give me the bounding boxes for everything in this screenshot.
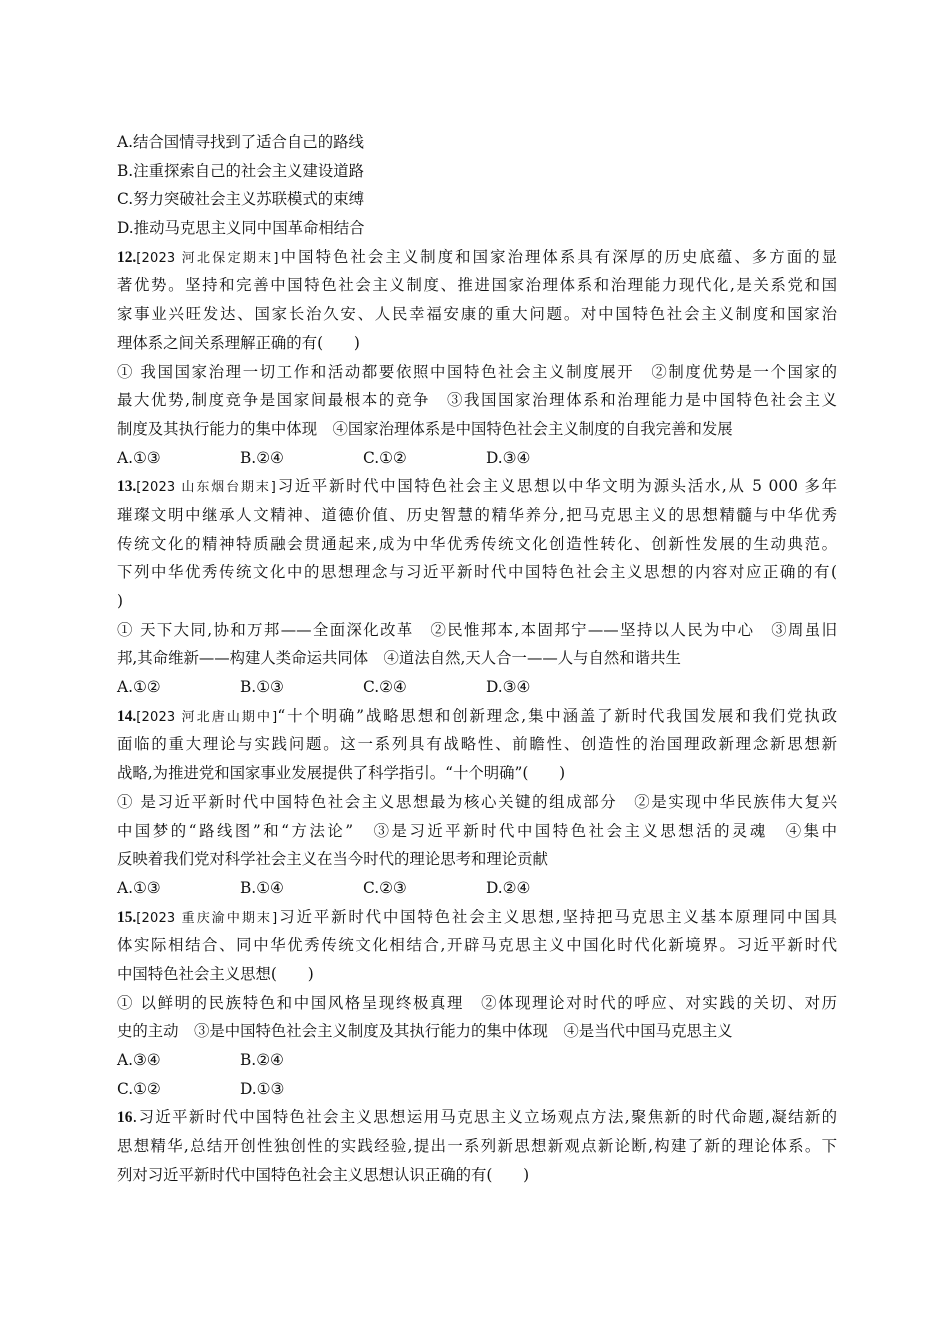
q14-statement-line: ① 是习近平新时代中国特色社会主义思想最为核心关键的组成部分 ②是实现中华民族伟大复兴: [117, 792, 837, 811]
option-d[interactable]: D.②④: [486, 878, 531, 897]
q13-stem-line: 下列中华优秀传统文化中的思想理念与习近平新时代中国特色社会主义思想的内容对应正确的有(: [117, 563, 837, 582]
question-source: [2023 重庆渝中期末]: [136, 910, 278, 926]
option-b[interactable]: B.②④: [240, 448, 284, 467]
q12-stem-line: 著优势。坚持和完善中国特色社会主义制度、推进国家治理体系和治理能力现代化,是关系党和国: [117, 276, 837, 295]
q15-statement-line: ① 以鲜明的民族特色和中国风格呈现终极真理 ②体现理论对时代的呼应、对实践的关切、对历: [117, 993, 837, 1012]
option-b[interactable]: B.②④: [240, 1051, 284, 1069]
question-source: [2023 河北唐山期中]: [136, 709, 278, 725]
option-c[interactable]: C.②③: [363, 878, 407, 897]
option-d[interactable]: D.③④: [486, 678, 531, 697]
q14-statement-line: 反映着我们党对科学社会主义在当今时代的理论思考和理论贡献: [117, 850, 548, 869]
option-a[interactable]: A.①②: [117, 678, 161, 697]
q15-stem-line: 15.[2023 重庆渝中期末]习近平新时代中国特色社会主义思想,坚持把马克思主义基本原理同中国具: [117, 907, 837, 926]
option-d[interactable]: D.③④: [486, 448, 531, 467]
question-source: [2023 河北保定期末]: [136, 250, 279, 266]
question-source: [2023 山东烟台期末]: [136, 480, 277, 496]
q12-options: [117, 444, 837, 473]
q13-stem-line: 璀璨文明中继承人文精神、道德价值、历史智慧的精华养分,把马克思主义的思想精髓与中华优秀: [117, 505, 837, 524]
q15-options-row-2: [117, 1075, 837, 1104]
q16-stem-line: 思想精华,总结开创性独创性的实践经验,提出一系列新思想新观点新论断,构建了新的理论体系。下: [117, 1137, 837, 1156]
option-c[interactable]: C.①②: [363, 448, 407, 467]
option-a[interactable]: A.①③: [117, 878, 161, 897]
q14-stem-line: 战略,为推进党和国家事业发展提供了科学指引。“十个明确”( ): [117, 764, 566, 783]
q15-options-row-1: [117, 1046, 837, 1075]
q14-statement-line: 中国梦的“路线图”和“方法论” ③是习近平新时代中国特色社会主义思想活的灵魂 ④集中: [117, 821, 837, 840]
q14-stem-line: 面临的重大理论与实践问题。这一系列具有战略性、前瞻性、创造性的治国理政新理念新思想新: [117, 735, 837, 754]
question-number: 16: [117, 1109, 133, 1127]
option-b[interactable]: B.①④: [240, 878, 284, 897]
q15-stem-line: 体实际相结合、同中华优秀传统文化相结合,开辟马克思主义中国化时代化新境界。习近平新时代: [117, 936, 837, 955]
q12-stem-line: 理体系之间关系理解正确的有( ): [117, 333, 360, 352]
q12-statement-line: 最大优势,制度竞争是国家间最根本的竞争 ③我国国家治理体系和治理能力是中国特色社会主义: [117, 391, 837, 410]
option-a[interactable]: A.①③: [117, 448, 161, 467]
q12-stem-line: 家事业兴旺发达、国家长治久安、人民幸福安康的重大问题。对中国特色社会主义制度和国家治: [117, 305, 837, 324]
q13-options: [117, 673, 837, 702]
q15-statement-line: 史的主动 ③是中国特色社会主义制度及其执行能力的集中体现 ④是当代中国马克思主义: [117, 1022, 733, 1041]
q13-stem-line: 13.[2023 山东烟台期末]习近平新时代中国特色社会主义思想以中华文明为源头活水,从 5 000 多年: [117, 477, 837, 496]
q12-statement-line: 制度及其执行能力的集中体现 ④国家治理体系是中国特色社会主义制度的自我完善和发展: [117, 419, 733, 438]
q13-stem-line: ): [117, 592, 124, 610]
q12-statement-line: ① 我国国家治理一切工作和活动都要依照中国特色社会主义制度展开 ②制度优势是一个国家的: [117, 362, 837, 381]
q14-stem-line: 14.[2023 河北唐山期中]“十个明确”战略思想和创新理念,集中涵盖了新时代我国发展和我们党执政: [117, 706, 837, 725]
q12-stem-line: 12.[2023 河北保定期末]中国特色社会主义制度和国家治理体系具有深厚的历史底蕴、多方面的显: [117, 247, 837, 266]
option-d[interactable]: D.①③: [240, 1079, 285, 1098]
q14-options: [117, 874, 837, 903]
q11-option-a[interactable]: A.结合国情寻找到了适合自己的路线: [117, 133, 364, 151]
option-a[interactable]: A.③④: [117, 1051, 161, 1069]
question-number: 12: [117, 248, 133, 266]
q15-stem-line: 中国特色社会主义思想( ): [117, 964, 314, 983]
q13-stem-line: 传统文化的精神特质融会贯通起来,成为中华优秀传统文化创造性转化、创新性发展的生动典范。: [117, 534, 837, 553]
q13-statement-line: 邦,其命维新——构建人类命运共同体 ④道法自然,天人合一——人与自然和谐共生: [117, 649, 681, 668]
option-c[interactable]: C.②④: [363, 678, 407, 697]
q11-option-b[interactable]: B.注重探索自己的社会主义建设道路: [117, 161, 365, 180]
q16-stem-line: 列对习近平新时代中国特色社会主义思想认识正确的有( ): [117, 1165, 530, 1184]
q13-statement-line: ① 天下大同,协和万邦——全面深化改革 ②民惟邦本,本固邦宁——坚持以人民为中心 ③周虽旧: [117, 620, 837, 639]
question-number: 14: [117, 707, 133, 725]
q11-option-c[interactable]: C.努力突破社会主义苏联模式的束缚: [117, 190, 364, 209]
question-number: 13: [117, 478, 133, 496]
q16-stem-line: 16.习近平新时代中国特色社会主义思想运用马克思主义立场观点方法,聚焦新的时代命题,凝结新的: [117, 1108, 837, 1127]
option-b[interactable]: B.①③: [240, 678, 284, 697]
exam-page: [117, 128, 837, 1189]
q11-option-d[interactable]: D.推动马克思主义同中国革命相结合: [117, 219, 365, 238]
option-c[interactable]: C.①②: [117, 1079, 161, 1098]
question-number: 15: [117, 908, 133, 926]
